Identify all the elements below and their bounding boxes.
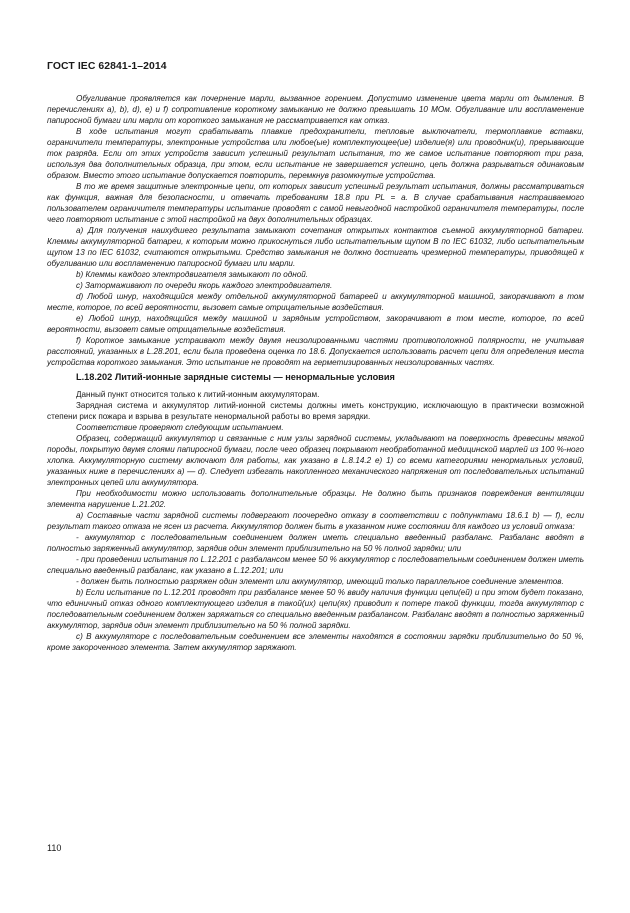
dash-item: - должен быть полностью разряжен один элемент или аккумулятор, имеющий только параллельное соединение элементов. — [76, 577, 564, 586]
document-header: ГОСТ IEC 62841-1–2014 — [47, 61, 167, 72]
list-item-e: e) Любой шнур, находящийся между машиной и зарядным устройством, закорачивают в том месте, которое, по всей вероятности, вызовет самые отрицательные воздействия. — [47, 314, 584, 334]
paragraph: В ходе испытания могут срабатывать плавкие предохранители, тепловые выключатели, термоплавкие вставки, ограничители температуры, электронные устройства или любое(ые) комплектующее(ие) изделие(я) или проводник(и), прерывающие ток разряда. Если от этих устройств зависит успешный результат испытания, то же самое испытание повторяют три раза, используя два дополнительных образца, при этом, если испытание не завершается успешно, цепь должна разрываться одинаковым образом. Вместо этого испытание допускается повторить, перемкнув разомкнутые устройства. — [47, 127, 584, 180]
page-number: 110 — [47, 843, 62, 853]
list-item-c: c) В аккумуляторе с последовательным соединением все элементы находятся в состоянии зарядки приблизительно до 50 %, кроме закороченного элемента. Затем аккумулятор заряжают. — [47, 632, 584, 652]
paragraph: Данный пункт относится только к литий-ионным аккумуляторам. — [76, 390, 320, 399]
paragraph: Обугливание проявляется как почернение марли, вызванное горением. Допустимо изменение цвета марли от дымления. В перечислениях a), b), d), e) и f) сопротивление короткому замыканию не должно превышать 10 МОм. Обугливание или воспламенение папиросной бумаги или марли от короткого замыкания не рассматривается как отказ. — [47, 94, 584, 125]
list-item-a: a) Составные части зарядной системы подвергают поочередно отказу в соответствии с подпунктами 18.6.1 b) — f), если результат такого отказа не ясен из расчета. Аккумулятор должен быть в указанном ниже состоянии для каждого из условий отказа: — [47, 511, 584, 531]
paragraph: Образец, содержащий аккумулятор и связанные с ним узлы зарядной системы, укладывают на поверхность древесины мягкой породы, покрытую двумя слоями папиросной бумаги, после чего образец покрывают необработанной медицинской марлей из 100 %-ного хлопка. Аккумуляторную систему включают для работы, как указано в L.8.14.2 e) 1) со всеми категориями ненормальных условий, указанных ниже в перечислениях a) — d). Следует избегать накопленного механического напряжения от последовательных испытаний электронных цепей или аккумулятора. — [47, 434, 584, 487]
paragraph: В то же время защитные электронные цепи, от которых зависит успешный результат испытания, должны рассматриваться как функция, важная для безопасности, и отвечать требованиям 18.8 при PL = a. В случае срабатывания настраиваемого пользователем ограничителя температуры испытание проводят с самой невыгодной настройкой ограничителя температуры, после чего повторяют испытание с этой настройкой на двух дополнительных образцах. — [47, 182, 584, 224]
section-heading: L.18.202 Литий-ионные зарядные системы — ненормальные условия — [76, 372, 395, 382]
list-item-b: b) Клеммы каждого электродвигателя замыкают по одной. — [76, 270, 309, 279]
list-item-f: f) Короткое замыкание устраивают между двумя неизолированными частями противоположной полярности, не учитывая расстояний, указанных в L.28.201, если была проведена оценка по 18.6. Допускается использовать расчет цепи для определения места устройства короткого замыкания. Это испытание не проводят на герметизированных неизолированных частях. — [47, 336, 584, 367]
dash-item: - при проведении испытания по L.12.201 с разбалансом менее 50 % аккумулятор с последовательным соединением должен иметь специально введенный разбаланс, как указано в L.12.201; или — [47, 555, 584, 575]
paragraph: При необходимости можно использовать дополнительные образцы. Не должно быть признаков повреждения вентиляции элемента нарушение L.21.202. — [47, 489, 584, 509]
list-item-a: a) Для получения наихудшего результата замыкают сочетания открытых контактов съемной аккумуляторной батареи. Клеммы аккумуляторной батареи, к которым можно прикоснуться либо испытательным щупом B по IEC 61032, либо испытательным щупом 13 по IEC 61032, считаются открытыми. Средство замыкания не должно достигать чрезмерной температуры, приводящей к обугливанию или воспламенению папиросной бумаги или марли. — [47, 226, 584, 268]
document-body — [47, 93, 584, 653]
paragraph: Зарядная система и аккумулятор литий-ионной системы должны иметь конструкцию, исключающую в практически возможной степени риск пожара и взрыва в результате ненормальной работы во время зарядки. — [47, 401, 584, 421]
paragraph: Соответствие проверяют следующим испытанием. — [76, 423, 284, 432]
list-item-c: c) Затормаживают по очереди якорь каждого электродвигателя. — [76, 281, 333, 290]
list-item-d: d) Любой шнур, находящийся между отдельной аккумуляторной батареей и аккумуляторной машиной, закорачивают в том месте, которое, по всей вероятности, вызовет самые отрицательные воздействия. — [47, 292, 584, 312]
dash-item: - аккумулятор с последовательным соединением должен иметь специально введенный разбаланс. Разбаланс вводят в полностью заряженный аккумулятор, зарядив один элемент приблизительно на 50 % полной зарядки; или — [47, 533, 584, 553]
list-item-b: b) Если испытание по L.12.201 проводят при разбалансе менее 50 % ввиду наличия функции цепи(ей) и при этом будет показано, что единичный отказ одного комплектующего изделия в такой(их) цепи(ях) приводит к потере такой функции, тогда аккумулятор с последовательным соединением должен заряжаться со специально введенным разбалансом. Разбаланс вводят в полностью заряженный аккумулятор, зарядив один элемент приблизительно на 50 % полной зарядки. — [47, 588, 584, 630]
